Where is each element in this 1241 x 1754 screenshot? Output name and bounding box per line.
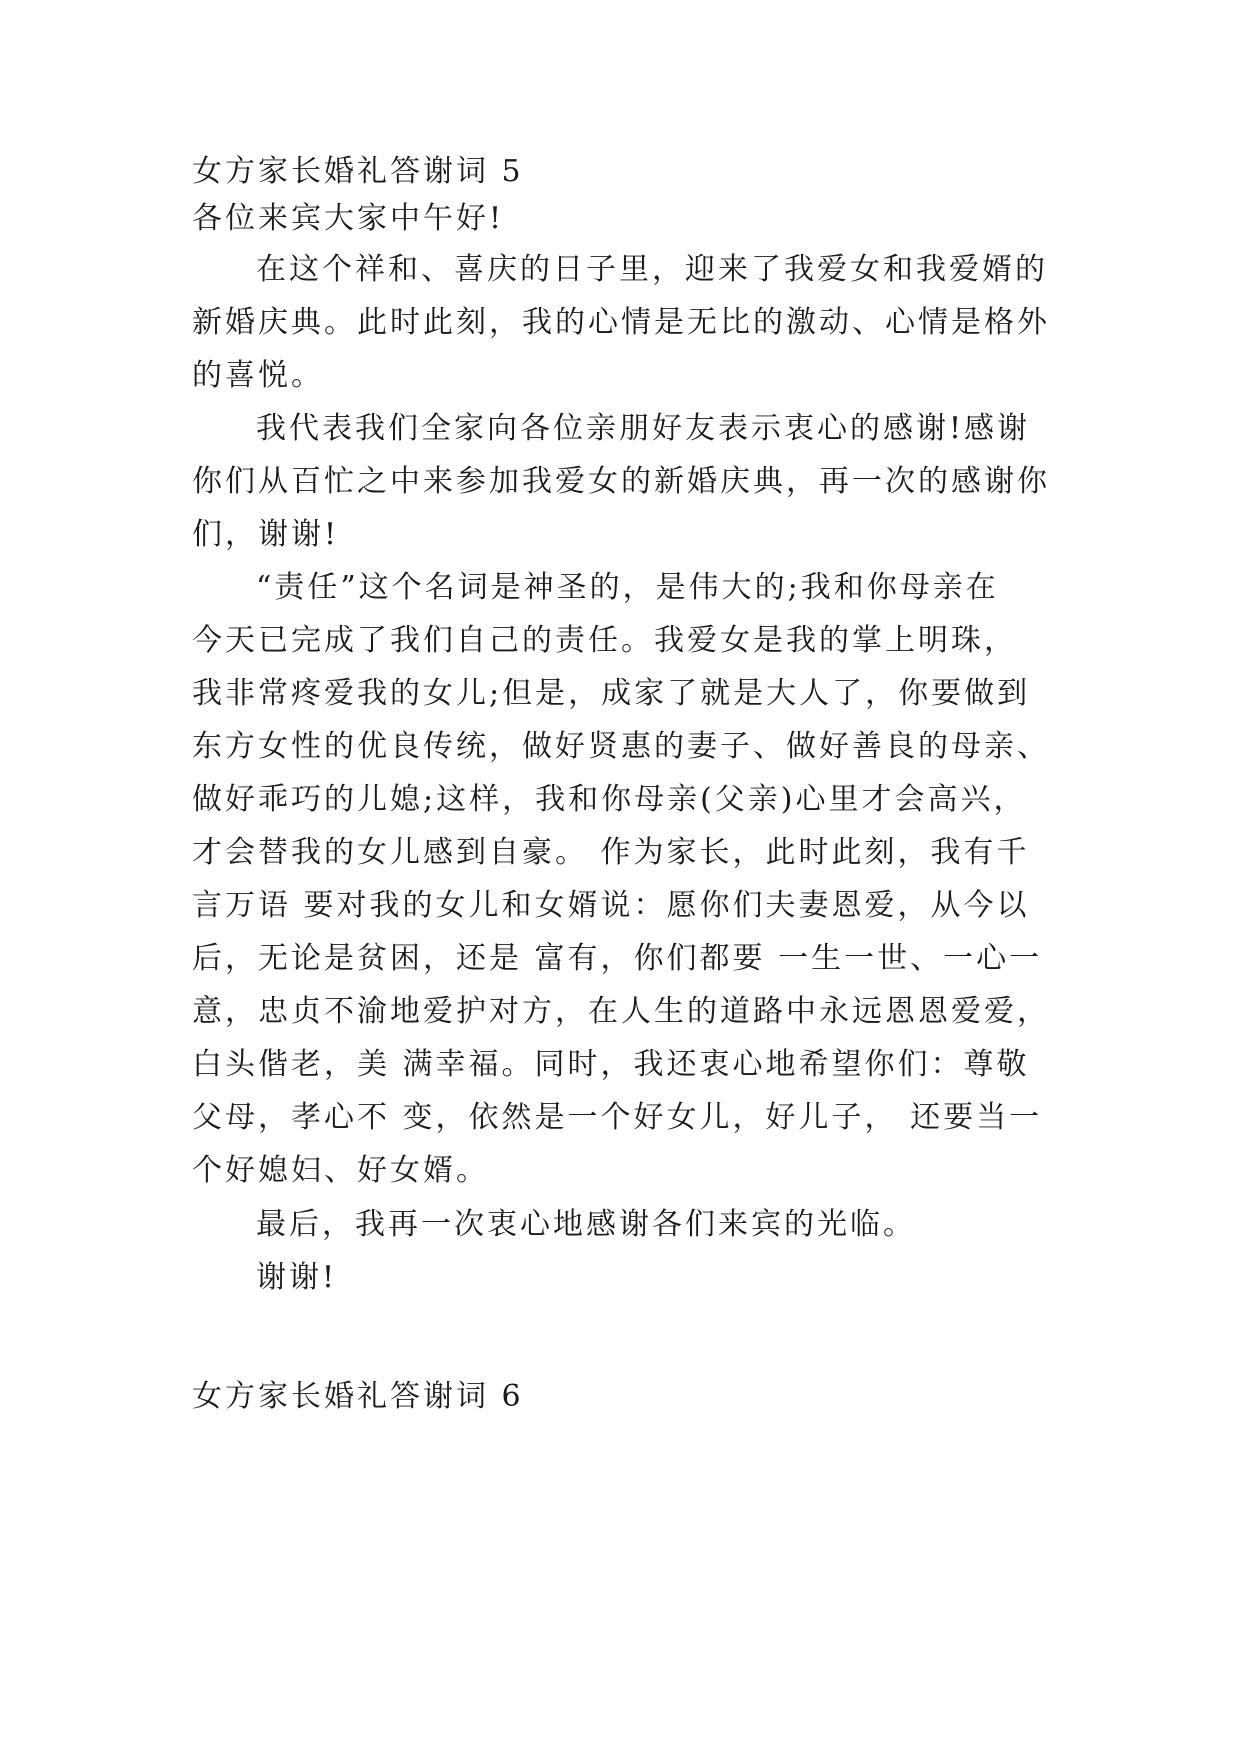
- paragraph-line: 后，无论是贫困，还是 富有，你们都要 一生一世、一心一: [192, 941, 1043, 976]
- paragraph-line: 父母，孝心不 变，依然是一个好女儿，好儿子， 还要当一: [192, 1100, 1043, 1135]
- greeting-line: 各位来宾大家中午好!: [192, 201, 505, 236]
- paragraph-line: “责任”这个名词是神圣的，是伟大的;我和你母亲在: [256, 570, 999, 605]
- paragraph-line: 的喜悦。: [192, 358, 324, 393]
- paragraph-line: 在这个祥和、喜庆的日子里，迎来了我爱女和我爱婿的: [256, 252, 1048, 287]
- paragraph-line: 最后，我再一次衷心地感谢各们来宾的光临。: [256, 1207, 916, 1242]
- paragraph-line: 言万语 要对我的女儿和女婿说：愿你们夫妻恩爱，从今以: [192, 888, 1030, 923]
- paragraph-line: 我代表我们全家向各位亲朋好友表示衷心的感谢!感谢: [256, 411, 1031, 446]
- section-6-title: 女方家长婚礼答谢词 6: [192, 1379, 524, 1414]
- paragraph-line: 们，谢谢!: [192, 517, 340, 552]
- paragraph-line: 白头偕老，美 满幸福。同时，我还衷心地希望你们：尊敬: [192, 1047, 1030, 1082]
- section-5-title: 女方家长婚礼答谢词 5: [192, 154, 524, 189]
- closing-line: 谢谢!: [256, 1260, 338, 1295]
- paragraph-line: 我非常疼爱我的女儿;但是，成家了就是大人了，你要做到: [192, 676, 1031, 711]
- paragraph-line: 才会替我的女儿感到自豪。 作为家长，此时此刻，我有千: [192, 835, 1030, 870]
- paragraph-line: 新婚庆典。此时此刻，我的心情是无比的激动、心情是格外: [192, 305, 1050, 340]
- paragraph-line: 东方女性的优良传统，做好贤惠的妻子、做好善良的母亲、: [192, 729, 1050, 764]
- paragraph-line: 做好乖巧的儿媳;这样，我和你母亲(父亲)心里才会高兴，: [192, 782, 1027, 817]
- paragraph-line: 今天已完成了我们自己的责任。我爱女是我的掌上明珠，: [192, 623, 1017, 658]
- paragraph-line: 意，忠贞不渝地爱护对方，在人生的道路中永远恩恩爱爱，: [192, 994, 1050, 1029]
- paragraph-line: 你们从百忙之中来参加我爱女的新婚庆典，再一次的感谢你: [192, 464, 1050, 499]
- paragraph-line: 个好媳妇、好女婿。: [192, 1153, 489, 1188]
